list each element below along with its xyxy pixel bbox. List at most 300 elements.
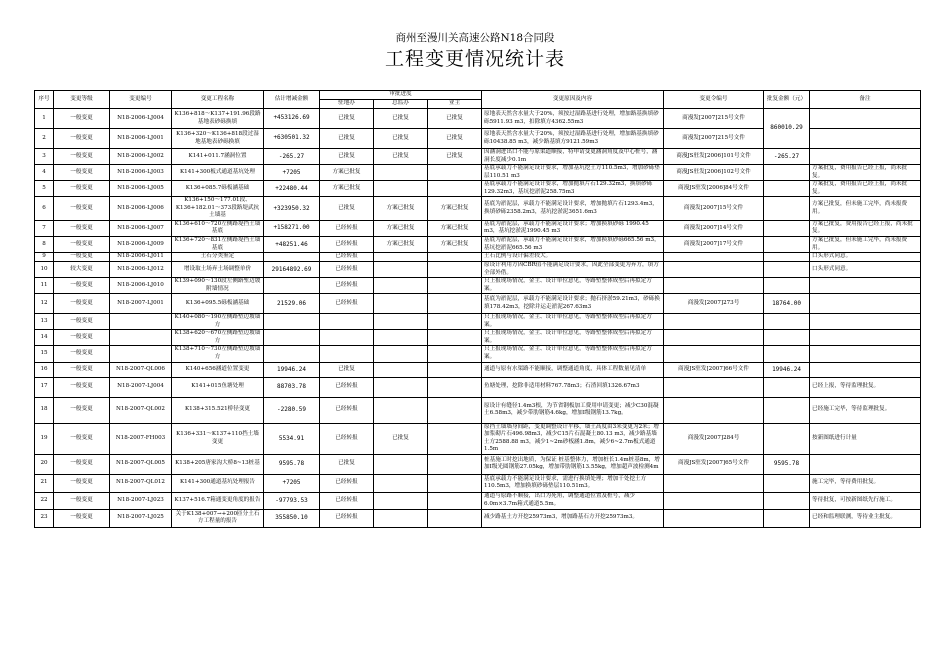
row-seq: 10 [35, 262, 54, 278]
row-hq-status: 已经转报 [320, 220, 374, 236]
change-statistics-table [34, 90, 921, 528]
row-name: K141+015鱼塘处理 [172, 377, 264, 397]
row-owner-status [428, 377, 482, 397]
row-hq-status: 已批复 [320, 109, 374, 129]
row-name: K138+620～670左侧路堑边坡墙方 [172, 330, 264, 346]
row-seq: 11 [35, 278, 54, 294]
row-name: K140+656涵道位置变更 [172, 362, 264, 377]
row-amount [764, 423, 810, 454]
row-level: 一般变更 [54, 197, 110, 221]
row-general-status: 已批复 [374, 149, 428, 165]
row-hq-status: 已批复 [320, 362, 374, 377]
row-level: 一般变更 [54, 165, 110, 181]
row-amount [764, 278, 810, 294]
row-level: 一般变更 [54, 149, 110, 165]
row-owner-status [428, 423, 482, 454]
row-order: 商漫发[2007]215号文件 [664, 129, 764, 149]
row-remark [810, 278, 921, 294]
row-owner-status [428, 454, 482, 474]
row-amount [764, 165, 810, 181]
row-order: 商漫JS驻发[2006]84号文件 [664, 181, 764, 197]
row-general-status: 已批复 [374, 109, 428, 129]
row-name: 关于K138+007→+200匝分土石方工程量的报告 [172, 509, 264, 527]
row-hq-status: 已经转报 [320, 397, 374, 423]
row-code [110, 314, 172, 330]
project-title: 商州至漫川关高速公路N18合同段 [395, 32, 555, 44]
row-general-status [374, 454, 428, 474]
row-name: K136+095.5砾板涵基础 [172, 294, 264, 314]
row-code: N18-2006-LJ010 [110, 278, 172, 294]
row-seq: 4 [35, 165, 54, 181]
row-general-status: 方案已批复 [374, 237, 428, 253]
row-remark: 口头形式同意。 [810, 262, 921, 278]
table-row [35, 220, 921, 236]
row-code: N18-2007-LJ023 [110, 492, 172, 509]
row-amount [764, 220, 810, 236]
header-name: 变更工程名称 [172, 91, 264, 109]
table-row [35, 314, 921, 330]
row-name: K141+300板式通道基坑处理 [172, 165, 264, 181]
row-code: N18-2007-LJ001 [110, 294, 172, 314]
row-remark [810, 129, 921, 149]
row-level: 一般变更 [54, 377, 110, 397]
row-seq: 15 [35, 346, 54, 362]
row-order [664, 278, 764, 294]
row-level: 一般变更 [54, 129, 110, 149]
header-estimate: 估计增减金额 [264, 91, 320, 109]
row-code: N18-2006-LJ012 [110, 262, 172, 278]
row-level: 一般变更 [54, 220, 110, 236]
row-name: K139+090～130段左侧路堑边坡附墙情况 [172, 278, 264, 294]
row-estimate: 88703.78 [264, 377, 320, 397]
row-amount: -265.27 [764, 149, 810, 165]
row-order: 商漫JS驻发[2007]65号文件 [664, 454, 764, 474]
row-general-status [374, 253, 428, 262]
row-owner-status: 已批复 [428, 149, 482, 165]
row-remark: 等待批复，可按新图纸先行施工。 [810, 492, 921, 509]
row-amount [764, 314, 810, 330]
row-estimate [264, 278, 320, 294]
row-remark [810, 149, 921, 165]
table-row [35, 346, 921, 362]
table-row [35, 397, 921, 423]
row-general-status: 已批复 [374, 129, 428, 149]
row-owner-status [428, 474, 482, 492]
row-code: N18-2006-LJ002 [110, 149, 172, 165]
row-code [110, 346, 172, 362]
row-owner-status: 已批复 [428, 129, 482, 149]
row-name: 土石分类鉴定 [172, 253, 264, 262]
row-hq-status: 已经转报 [320, 253, 374, 262]
row-estimate [264, 330, 320, 346]
table-row [35, 330, 921, 346]
row-seq: 14 [35, 330, 54, 346]
row-level: 一般变更 [54, 346, 110, 362]
row-reason: 只上报现场情况，金主、设计单位意见，等路堑整体成型后再拟定方案。 [482, 330, 664, 346]
row-owner-status [428, 362, 482, 377]
row-remark [810, 294, 921, 314]
row-hq-status: 已批复 [320, 129, 374, 149]
row-general-status [374, 314, 428, 330]
header-amount: 批复金额（元） [764, 91, 810, 109]
table-row [35, 237, 921, 253]
row-level: 一般变更 [54, 330, 110, 346]
row-name: K136+610～720左侧路堤挡土墙基底 [172, 220, 264, 236]
row-general-status [374, 346, 428, 362]
row-order: 商漫JS驻发[2006]101号文件 [664, 149, 764, 165]
row-hq-status: 已经转报 [320, 509, 374, 527]
header-approval: 审批进度 [320, 91, 482, 100]
row-reason: 原设计有缝径1.4m3根，为节省钢板加工费用申请变更；减少C30混凝土6.58m3，减少带肋钢筋4.6kg，增加I级钢筋13.7kg。 [482, 397, 664, 423]
row-name: K138+710～730左侧路堑边坡墙方 [172, 346, 264, 362]
row-name: K136+320～K136+818段过湿地基地表砂砾换填 [172, 129, 264, 149]
row-code: N18-2006-LJ004 [110, 109, 172, 129]
header-code: 变更编号 [110, 91, 172, 109]
row-level: 一般变更 [54, 237, 110, 253]
row-seq: 20 [35, 454, 54, 474]
row-seq: 18 [35, 397, 54, 423]
row-seq: 3 [35, 149, 54, 165]
row-amount: 9595.78 [764, 454, 810, 474]
row-amount [764, 474, 810, 492]
header-reason: 变更原因及内容 [482, 91, 664, 109]
row-estimate: 5534.91 [264, 423, 320, 454]
row-name: K136+150～177.01段、K136+182.01～373段路堤武抗土墙基 [172, 197, 264, 221]
row-level: 一般变更 [54, 492, 110, 509]
row-remark: 已经施工完毕，等待监理批复。 [810, 397, 921, 423]
header-remark: 备注 [810, 91, 921, 109]
row-code: N18-2006-LJ006 [110, 197, 172, 221]
row-reason: 原设计利用方因CBR值不能满足设计要求，因此全部变更为弃方，填方全部外借。 [482, 262, 664, 278]
row-reason: 桩基施工时挖出地质，为保证 桩基整体力，增加桩长1.4m桩基8m，增加Ⅰ级光圆钢筋27.05kg，增加带肋钢筋13.55kg，增加超声波检测4m [482, 454, 664, 474]
row-estimate: 355850.10 [264, 509, 320, 527]
row-estimate: +453126.69 [264, 109, 320, 129]
row-seq: 12 [35, 294, 54, 314]
row-estimate: 21529.06 [264, 294, 320, 314]
row-general-status [374, 492, 428, 509]
row-remark [810, 330, 921, 346]
header-owner: 业主 [428, 100, 482, 109]
row-order [664, 377, 764, 397]
table-row [35, 149, 921, 165]
row-amount [764, 330, 810, 346]
row-code: N18-2006-LJ009 [110, 237, 172, 253]
header-seq: 序号 [35, 91, 54, 109]
row-reason: 土石比例与设计偏差较大。 [482, 253, 664, 262]
row-order [664, 262, 764, 278]
row-name: K137+516.7箱通变更角度的报告 [172, 492, 264, 509]
row-order: 商漫发[2007]17号文件 [664, 237, 764, 253]
table-row [35, 454, 921, 474]
row-code: N18-2006-LJ003 [110, 165, 172, 181]
table-row [35, 197, 921, 221]
row-name: K136+085.7砾板涵基础 [172, 181, 264, 197]
row-hq-status: 已批复 [320, 197, 374, 221]
row-seq: 17 [35, 377, 54, 397]
row-estimate: +630501.32 [264, 129, 320, 149]
row-hq-status: 已经转报 [320, 262, 374, 278]
row-remark: 方案已批复，费用报告已经上报，尚未批复。 [810, 220, 921, 236]
row-amount: 19946.24 [764, 362, 810, 377]
row-remark: 方案已批复，但未施工完毕，尚未报费用。 [810, 237, 921, 253]
row-order: 商漫发[2007]215号文件 [664, 109, 764, 129]
row-level: 较大变更 [54, 262, 110, 278]
row-remark: 方案批复，费用报告已经上报，尚未批复。 [810, 181, 921, 197]
table-row [35, 278, 921, 294]
row-hq-status: 已经转报 [320, 278, 374, 294]
row-level: 一般变更 [54, 362, 110, 377]
row-reason: 基底为淤泥层，承载力不能满足设计要求；增加换填砂砾 1990.45 m3，基坑挖淤泥1990.45 m3 [482, 220, 664, 236]
row-remark: 方案批复，费用报告已经上报，尚未批复。 [810, 165, 921, 181]
table-row [35, 362, 921, 377]
row-estimate: +158271.00 [264, 220, 320, 236]
row-hq-status: 方案已批复 [320, 165, 374, 181]
row-name: 增设取土场弃土场调整单价 [172, 262, 264, 278]
row-owner-status: 已批复 [428, 109, 482, 129]
row-owner-status [428, 492, 482, 509]
row-reason: 基底为淤泥层，承载力不能满足设计要求，增加换填砂砾665.56 m3，基坑挖淤泥665.56 m3 [482, 237, 664, 253]
header-general: 总监办 [374, 100, 428, 109]
table-row [35, 262, 921, 278]
row-general-status [374, 377, 428, 397]
row-reason: 基底承载力不能满足设计要求，需进行换填处理；增加干处挖土方110.5m3，增加换填砂砾垫层110.51m3。 [482, 474, 664, 492]
row-reason: 鱼塘处理，挖除非适用材料767.78m3；石渣回填1326.67m3 [482, 377, 664, 397]
row-seq: 5 [35, 181, 54, 197]
row-owner-status [428, 253, 482, 262]
row-estimate [264, 314, 320, 330]
row-code: N18-2006-LJ001 [110, 129, 172, 149]
row-order [664, 346, 764, 362]
row-amount: 18764.00 [764, 294, 810, 314]
table-row [35, 294, 921, 314]
row-general-status [374, 165, 428, 181]
row-estimate: 29164892.69 [264, 262, 320, 278]
row-general-status: 已批复 [374, 423, 428, 454]
row-hq-status: 已批复 [320, 454, 374, 474]
row-code: N18-2007-QL006 [110, 362, 172, 377]
table-row [35, 165, 921, 181]
table-row [35, 181, 921, 197]
row-seq: 22 [35, 492, 54, 509]
row-code: N18-2006-LJ007 [110, 220, 172, 236]
row-hq-status [320, 346, 374, 362]
row-order [664, 492, 764, 509]
row-level: 一般变更 [54, 454, 110, 474]
row-owner-status [428, 509, 482, 527]
row-order [664, 397, 764, 423]
row-hq-status: 已经转报 [320, 423, 374, 454]
row-hq-status [320, 330, 374, 346]
row-seq: 6 [35, 197, 54, 221]
row-code: N18-2007-FH003 [110, 423, 172, 454]
row-hq-status [320, 314, 374, 330]
row-general-status [374, 181, 428, 197]
row-order: 商漫发[2007]284号 [664, 423, 764, 454]
row-amount [764, 197, 810, 221]
row-general-status [374, 509, 428, 527]
row-reason: 基底承载力不能满足设计要求，增加抛填片石129.32m3，换填砂砾129.32m3，基坑挖淤泥258.75m3 [482, 181, 664, 197]
row-reason: 原挡土墙墙身间距，变更调整设计平移，墙土高度由3米变更为2米；增加浆砌片石496.98m3，减少C15片石混凝土80.13 m3，减少路基墙土方2588.88 m3，减少1~2m砂板涵1.8m，减少6~2.7m板式通道1.5m [482, 423, 664, 454]
row-general-status [374, 397, 428, 423]
row-general-status [374, 474, 428, 492]
row-amount [764, 262, 810, 278]
row-owner-status [428, 346, 482, 362]
row-reason: 只上报现场情况，金主、设计单位意见，等路堑整体成型后再拟定方案。 [482, 278, 664, 294]
row-name: K136+331～K137+110挡土墙变更 [172, 423, 264, 454]
row-seq: 23 [35, 509, 54, 527]
row-reason: 减少路基土方开挖25973m3，增加路基石方开挖25973m3。 [482, 509, 664, 527]
row-owner-status [428, 262, 482, 278]
row-general-status [374, 294, 428, 314]
row-reason: 因涵洞进出口不能与原渠道顺接，特申请变更涵洞角度及中心桩号，涵洞长度减少0.1m [482, 149, 664, 165]
row-name: K141+011.7涵洞位置 [172, 149, 264, 165]
row-remark: 已经和监理联测，等待业主批复。 [810, 509, 921, 527]
row-general-status: 方案已批复 [374, 220, 428, 236]
row-code: N18-2007-QL002 [110, 397, 172, 423]
row-seq: 8 [35, 237, 54, 253]
row-name: K141+300通道基坑处理报告 [172, 474, 264, 492]
row-order [664, 474, 764, 492]
row-level: 一般变更 [54, 314, 110, 330]
row-general-status [374, 278, 428, 294]
row-code: N18-2007-LJ025 [110, 509, 172, 527]
row-estimate: -97793.53 [264, 492, 320, 509]
row-amount [764, 253, 810, 262]
row-seq: 16 [35, 362, 54, 377]
row-amount: 860010.29 [764, 109, 810, 149]
header-hq: 驻地办 [320, 100, 374, 109]
row-order: 商漫JS驻发[2007]66号文件 [664, 362, 764, 377]
row-code: N18-2006-LJ005 [110, 181, 172, 197]
row-code: N18-2007-QL012 [110, 474, 172, 492]
row-name: K138+315.521桥径变更 [172, 397, 264, 423]
row-estimate [264, 346, 320, 362]
row-seq: 1 [35, 109, 54, 129]
row-estimate: 19946.24 [264, 362, 320, 377]
row-order: 商漫发[2007]14号文件 [664, 220, 764, 236]
row-order: 商漫JS驻发[2006]102号文件 [664, 165, 764, 181]
row-code: N18-2006-LJ011 [110, 253, 172, 262]
row-seq: 19 [35, 423, 54, 454]
row-estimate [264, 253, 320, 262]
row-code [110, 330, 172, 346]
row-order [664, 509, 764, 527]
row-name: K140+080～190左侧路堑边坡墙方 [172, 314, 264, 330]
row-hq-status: 已经转报 [320, 237, 374, 253]
row-owner-status [428, 165, 482, 181]
row-amount [764, 492, 810, 509]
row-estimate: +22480.44 [264, 181, 320, 197]
row-seq: 7 [35, 220, 54, 236]
row-amount [764, 397, 810, 423]
row-level: 一般变更 [54, 181, 110, 197]
row-reason: 通道与原路不顺接，出口为死角，调整通道位置及桩号，减少6.0m×3.7m箱式通道5.5m。 [482, 492, 664, 509]
table-row [35, 423, 921, 454]
row-reason: 基底为淤泥层，承载力不能满足设计要求；抛石挤淤59.21m3，砂砾换填178.42m3，挖除并运走淤泥267.63m3 [482, 294, 664, 314]
row-general-status: 方案已批复 [374, 197, 428, 221]
row-owner-status [428, 181, 482, 197]
row-hq-status: 已经转报 [320, 474, 374, 492]
row-name: K138+205唐家沟大桥8~13桩基 [172, 454, 264, 474]
row-code: N18-2007-QL005 [110, 454, 172, 474]
row-owner-status [428, 397, 482, 423]
row-name: K136+720～831左侧路堤挡土墙基底 [172, 237, 264, 253]
row-hq-status: 已批复 [320, 149, 374, 165]
row-estimate: -2280.59 [264, 397, 320, 423]
row-order [664, 330, 764, 346]
row-owner-status: 方案已批复 [428, 197, 482, 221]
header-level: 变更等级 [54, 91, 110, 109]
header-order: 变更令编号 [664, 91, 764, 109]
row-level: 一般变更 [54, 474, 110, 492]
row-order [664, 314, 764, 330]
row-owner-status: 方案已批复 [428, 220, 482, 236]
row-reason: 原地表天然含水量大于20%，须按过湿路基进行处理，增加路基换填砂砾10438.85 m3，减少路基填方9121.59m3 [482, 129, 664, 149]
row-reason: 原地表天然含水量大于20%，须按过湿路基进行处理，增加路基换填砂砾5911.93 m3，扣除填方4362.55m3 [482, 109, 664, 129]
row-order: 商漫发[2007]273号 [664, 294, 764, 314]
row-hq-status: 已经转报 [320, 377, 374, 397]
row-remark: 施工完毕，等待费用批复。 [810, 474, 921, 492]
row-level: 一般变更 [54, 509, 110, 527]
row-remark [810, 346, 921, 362]
row-seq: 2 [35, 129, 54, 149]
row-amount [764, 237, 810, 253]
table-row [35, 474, 921, 492]
row-amount [764, 377, 810, 397]
row-hq-status: 已经转报 [320, 294, 374, 314]
table-row [35, 377, 921, 397]
row-level: 一般变更 [54, 109, 110, 129]
table-row [35, 109, 921, 129]
row-estimate: +48251.46 [264, 237, 320, 253]
row-estimate: +323950.32 [264, 197, 320, 221]
table-title: 工程变更情况统计表 [384, 48, 565, 70]
row-level: 一般变更 [54, 423, 110, 454]
table-row [35, 492, 921, 509]
row-remark: 方案已批复，但未施工完毕，尚未报费用。 [810, 197, 921, 221]
row-estimate: 9595.78 [264, 454, 320, 474]
row-general-status [374, 330, 428, 346]
row-estimate: -265.27 [264, 149, 320, 165]
row-reason: 只上报现场情况，金主、设计单位意见，等路堑整体成型后再拟定方案。 [482, 314, 664, 330]
row-remark: 已经上报，等待监理批复。 [810, 377, 921, 397]
table-row [35, 509, 921, 527]
row-reason: 通道与原有水渠路不能顺接，调整通道角度，具体工程数量见清单 [482, 362, 664, 377]
row-estimate: +7205 [264, 474, 320, 492]
row-remark [810, 314, 921, 330]
row-hq-status: 已经转报 [320, 492, 374, 509]
row-amount [764, 181, 810, 197]
row-remark: 按新图纸进行计量 [810, 423, 921, 454]
row-owner-status [428, 294, 482, 314]
row-amount [764, 346, 810, 362]
row-level: 一般变更 [54, 397, 110, 423]
row-general-status [374, 362, 428, 377]
row-order [664, 253, 764, 262]
row-reason: 只上报现场情况，金主、设计单位意见，等路堑整体成型后再拟定方案。 [482, 346, 664, 362]
row-reason: 基底为淤泥层，承载力不能满足设计要求，增加抛填片石1293.4m3，换填砂砾2358.2m3，基坑挖淤泥3651.6m3 [482, 197, 664, 221]
row-reason: 基底承载力不能满足设计要求，增加基坑挖土方110.5m3，增加砂砾垫层110.51 m3 [482, 165, 664, 181]
row-level: 一般变更 [54, 278, 110, 294]
table-row [35, 253, 921, 262]
row-remark [810, 362, 921, 377]
row-amount [764, 509, 810, 527]
row-hq-status: 方案已批复 [320, 181, 374, 197]
row-code: N18-2007-LJ004 [110, 377, 172, 397]
row-owner-status [428, 278, 482, 294]
row-owner-status [428, 330, 482, 346]
row-general-status [374, 262, 428, 278]
